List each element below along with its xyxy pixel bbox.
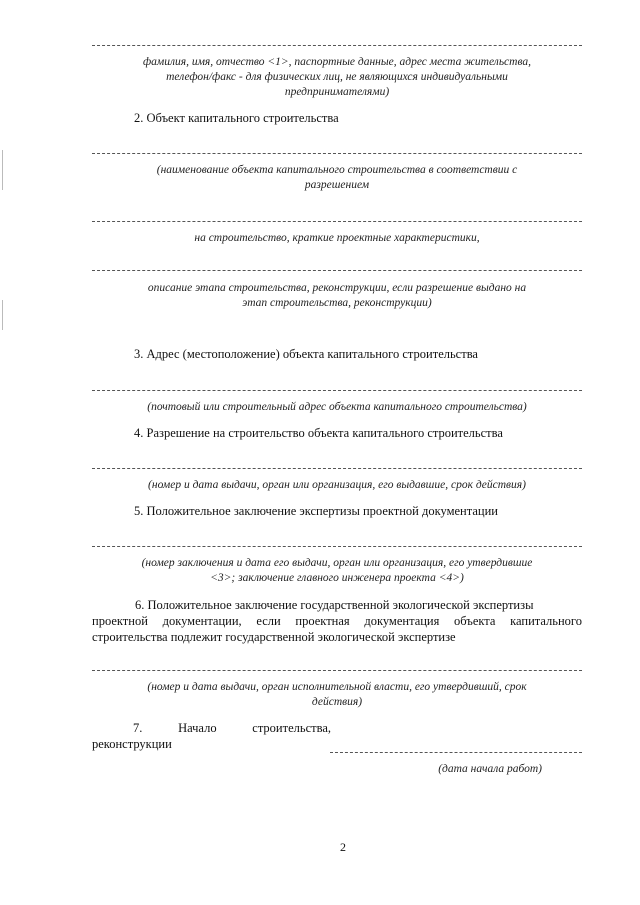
- permit-fill-line: [92, 468, 582, 469]
- section-6-line-3: строительства подлежит государственной экологической экспертизе: [92, 630, 456, 644]
- section-6-line-2: проектной документации, если проектная документация объекта капитального: [92, 614, 582, 628]
- caption-line: телефон/факс - для физических лиц, не являющихся индивидуальными: [166, 71, 508, 83]
- section-4-heading: 4. Разрешение на строительство объекта капитального строительства: [134, 426, 503, 440]
- paragraph-line: 6. Положительное заключение государственной экологической экспертизы: [135, 598, 534, 612]
- page-number: 2: [340, 840, 346, 854]
- section-5-heading: 5. Положительное заключение экспертизы проектной документации: [134, 504, 498, 518]
- section-3-heading: 3. Адрес (местоположение) объекта капитального строительства: [134, 347, 478, 361]
- section-6-paragraph: [92, 597, 582, 613]
- section-word: Начало: [178, 721, 217, 735]
- stage-description-fill-line: [92, 270, 582, 271]
- address-fill-line: [92, 390, 582, 391]
- caption-line: (номер заключения и дата его выдачи, орган или организация, его утвердившие: [141, 557, 533, 569]
- scan-edge-mark: [2, 300, 3, 330]
- caption-line: разрешением: [304, 179, 370, 191]
- object-name-caption: [92, 163, 582, 193]
- section-word: строительства,: [252, 721, 331, 735]
- object-characteristics-caption: на строительство, краткие проектные характеристики,: [194, 232, 480, 244]
- caption-line: (номер и дата выдачи, орган исполнительной власти, его утвердивший, срок: [147, 681, 527, 693]
- expertise-caption: [92, 556, 582, 586]
- start-date-caption: (дата начала работ): [438, 763, 542, 775]
- expertise-fill-line: [92, 546, 582, 547]
- start-date-fill-line: [330, 752, 582, 753]
- caption-line: описание этапа строительства, реконструкции, если разрешение выдано на: [147, 282, 527, 294]
- caption-line: предпринимателями): [284, 86, 390, 98]
- section-2-heading: 2. Объект капитального строительства: [134, 111, 339, 125]
- section-number: 7.: [133, 721, 143, 735]
- section-7-line-2: реконструкции: [92, 737, 172, 751]
- permit-caption: (номер и дата выдачи, орган или организация, его выдавшие, срок действия): [148, 479, 526, 491]
- scan-edge-mark: [2, 150, 3, 190]
- object-characteristics-fill-line: [92, 221, 582, 222]
- address-caption: (почтовый или строительный адрес объекта капитального строительства): [147, 401, 527, 413]
- applicant-fill-line: [92, 45, 582, 46]
- caption-line: <3>; заключение главного инженера проекта <4>): [210, 572, 464, 584]
- section-7-heading: [133, 720, 331, 736]
- stage-description-caption: [92, 281, 582, 311]
- caption-line: этап строительства, реконструкции): [242, 297, 432, 309]
- caption-line: действия): [311, 696, 363, 708]
- object-name-fill-line: [92, 153, 582, 154]
- ecology-caption: [92, 680, 582, 710]
- applicant-caption: [92, 55, 582, 100]
- caption-line: фамилия, имя, отчество <1>, паспортные данные, адрес места жительства,: [142, 56, 532, 68]
- caption-line: (наименование объекта капитального строительства в соответствии с: [156, 164, 518, 176]
- ecology-fill-line: [92, 670, 582, 671]
